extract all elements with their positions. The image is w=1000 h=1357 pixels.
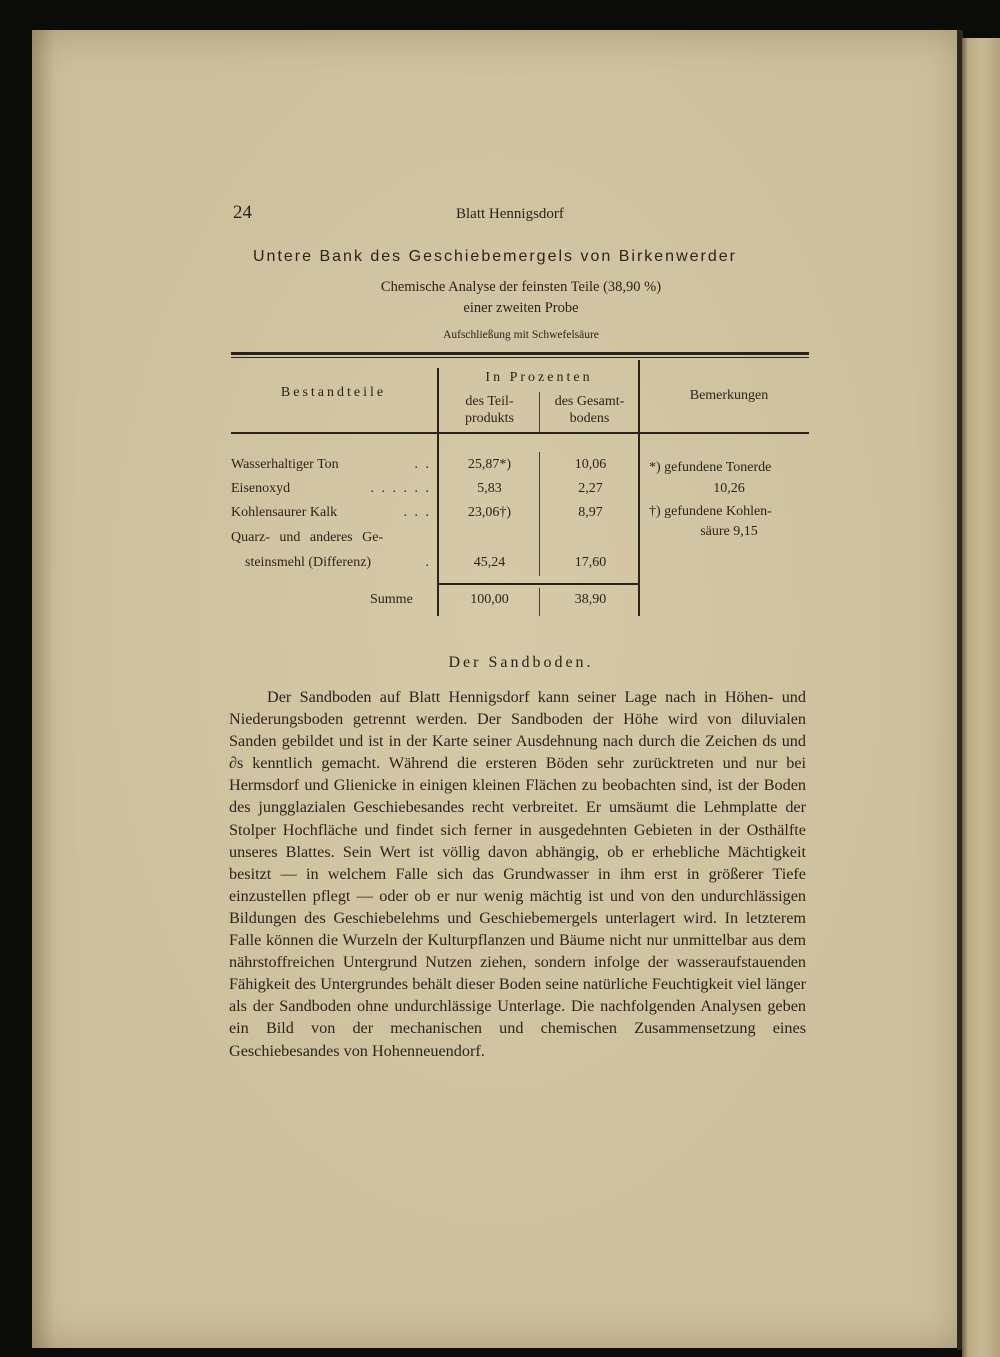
- column-header-total-line1: des Gesamt-: [554, 394, 625, 409]
- body-paragraph: Der Sandboden auf Blatt Hennigsdorf kann seiner Lage nach in Höhen- und Niederungsboden getrennt werden. Der Sandboden der Höhe wird von diluvialen Sanden gebildet und ist in der Karte seiner Ausdehnung nach durch die Zeichen ds und ∂s kenntlich gemacht. Während die ersteren Böden sehr zurücktreten und nur bei Hermsdorf und Glienicke in einigen kleinen Flächen zu beobachten sind, ist der Boden des jungglazialen Geschiebesandes recht verbreitet. Er umsäumt die Lehmplatte der Stolper Hochfläche und findet sich ferner in ausgedehnten Gebieten in der Osthälfte unseres Blattes. Sein Wert ist völlig davon abhängig, ob er erhebliche Mächtigkeit besitzt — in welchem Falle sich das Grundwasser in ihm erst in größerer Tiefe einzustellen pflegt — oder ob er nur wenig mächtig ist und von den undurchlässigen Bildungen des Geschiebelehms und Geschiebemergels unterlagert wird. In letzterem Falle können die Wurzeln der Kulturpflanzen und Bäume nicht nur unmittelbar aus dem nährstoffreichen Untergrund Nutzen ziehen, sondern infolge der wasseraufstauenden Fähigkeit des Untergrundes behält dieser Boden seine natürliche Feuchtigkeit viel länger als der Sandboden ohne undurchlässige Unterlage. Die nachfolgenden Analysen geben ein Bild von der mechanischen und chemischen Zusammensetzung eines Geschiebesandes von Hohenneuendorf.: [229, 688, 806, 1060]
- table-row: [231, 530, 431, 546]
- table-row: [231, 457, 431, 473]
- table-top-rule: [231, 352, 809, 355]
- row-part-value: 25,87*): [467, 457, 512, 472]
- table-divider-percent-header: [539, 392, 540, 432]
- table-row: [231, 481, 431, 497]
- row-leader-dots: . . .: [403, 505, 431, 520]
- sum-part-value: 100,00: [470, 592, 509, 607]
- row-leader-dots: .: [425, 555, 431, 570]
- row-total-value: 8,97: [578, 505, 603, 520]
- column-header-percent: In Prozenten: [485, 370, 593, 385]
- table-subtitle-line1: Chemische Analyse der feinsten Teile (38,90 %): [380, 279, 662, 295]
- column-header-part-line2: produkts: [465, 411, 514, 426]
- remark-2-line2: säure 9,15: [700, 524, 758, 539]
- remark-2-line1: †) gefundene Kohlen-: [649, 504, 772, 519]
- row-total-value: 2,27: [578, 481, 603, 496]
- page-number: 24: [233, 202, 252, 223]
- table-row: [245, 555, 431, 571]
- table-divider-constituents: [437, 368, 439, 616]
- column-header-total-line2: bodens: [569, 411, 610, 426]
- row-leader-dots: . . . . . .: [370, 481, 431, 496]
- row-part-value: 45,24: [473, 555, 506, 570]
- facing-page-edge: [962, 38, 1000, 1357]
- row-leader-dots: . .: [414, 457, 431, 472]
- body-text: [229, 686, 806, 1062]
- row-name: Kohlensaurer Kalk: [231, 505, 338, 520]
- table-section-title: Untere Bank des Geschiebemergels von Birkenwerder: [253, 248, 737, 265]
- column-header-constituents: Bestandteile: [280, 385, 387, 400]
- row-part-value: 5,83: [477, 481, 502, 496]
- remark-1-line2: 10,26: [713, 481, 745, 496]
- table-divider-percent-body: [539, 452, 540, 576]
- table-divider-percent-sum: [539, 588, 540, 616]
- running-title: Blatt Hennigsdorf: [456, 206, 564, 222]
- table-sum-rule: [438, 583, 638, 585]
- row-name: Eisenoxyd: [231, 481, 291, 496]
- row-part-value: 23,06†): [467, 505, 512, 520]
- row-total-value: 10,06: [574, 457, 607, 472]
- row-total-value: 17,60: [574, 555, 607, 570]
- table-row: [231, 505, 431, 521]
- table-top-rule-thin: [231, 357, 809, 358]
- row-name: steinsmehl (Differenz): [245, 555, 372, 570]
- table-method-note: Aufschließung mit Schwefelsäure: [443, 329, 599, 341]
- remark-1-line1: *) gefundene Tonerde: [649, 460, 772, 475]
- column-header-part-line1: des Teil-: [465, 394, 514, 409]
- row-name: Quarz- und anderes Ge-: [231, 530, 384, 545]
- column-header-remarks: Bemerkungen: [689, 388, 769, 403]
- table-header-rule: [231, 432, 809, 434]
- row-name: Wasserhaltiger Ton: [231, 457, 339, 472]
- table-subtitle-line2: einer zweiten Probe: [463, 300, 579, 316]
- section-heading: Der Sandboden.: [448, 654, 594, 671]
- sum-total-value: 38,90: [574, 592, 607, 607]
- sum-label: Summe: [370, 592, 413, 607]
